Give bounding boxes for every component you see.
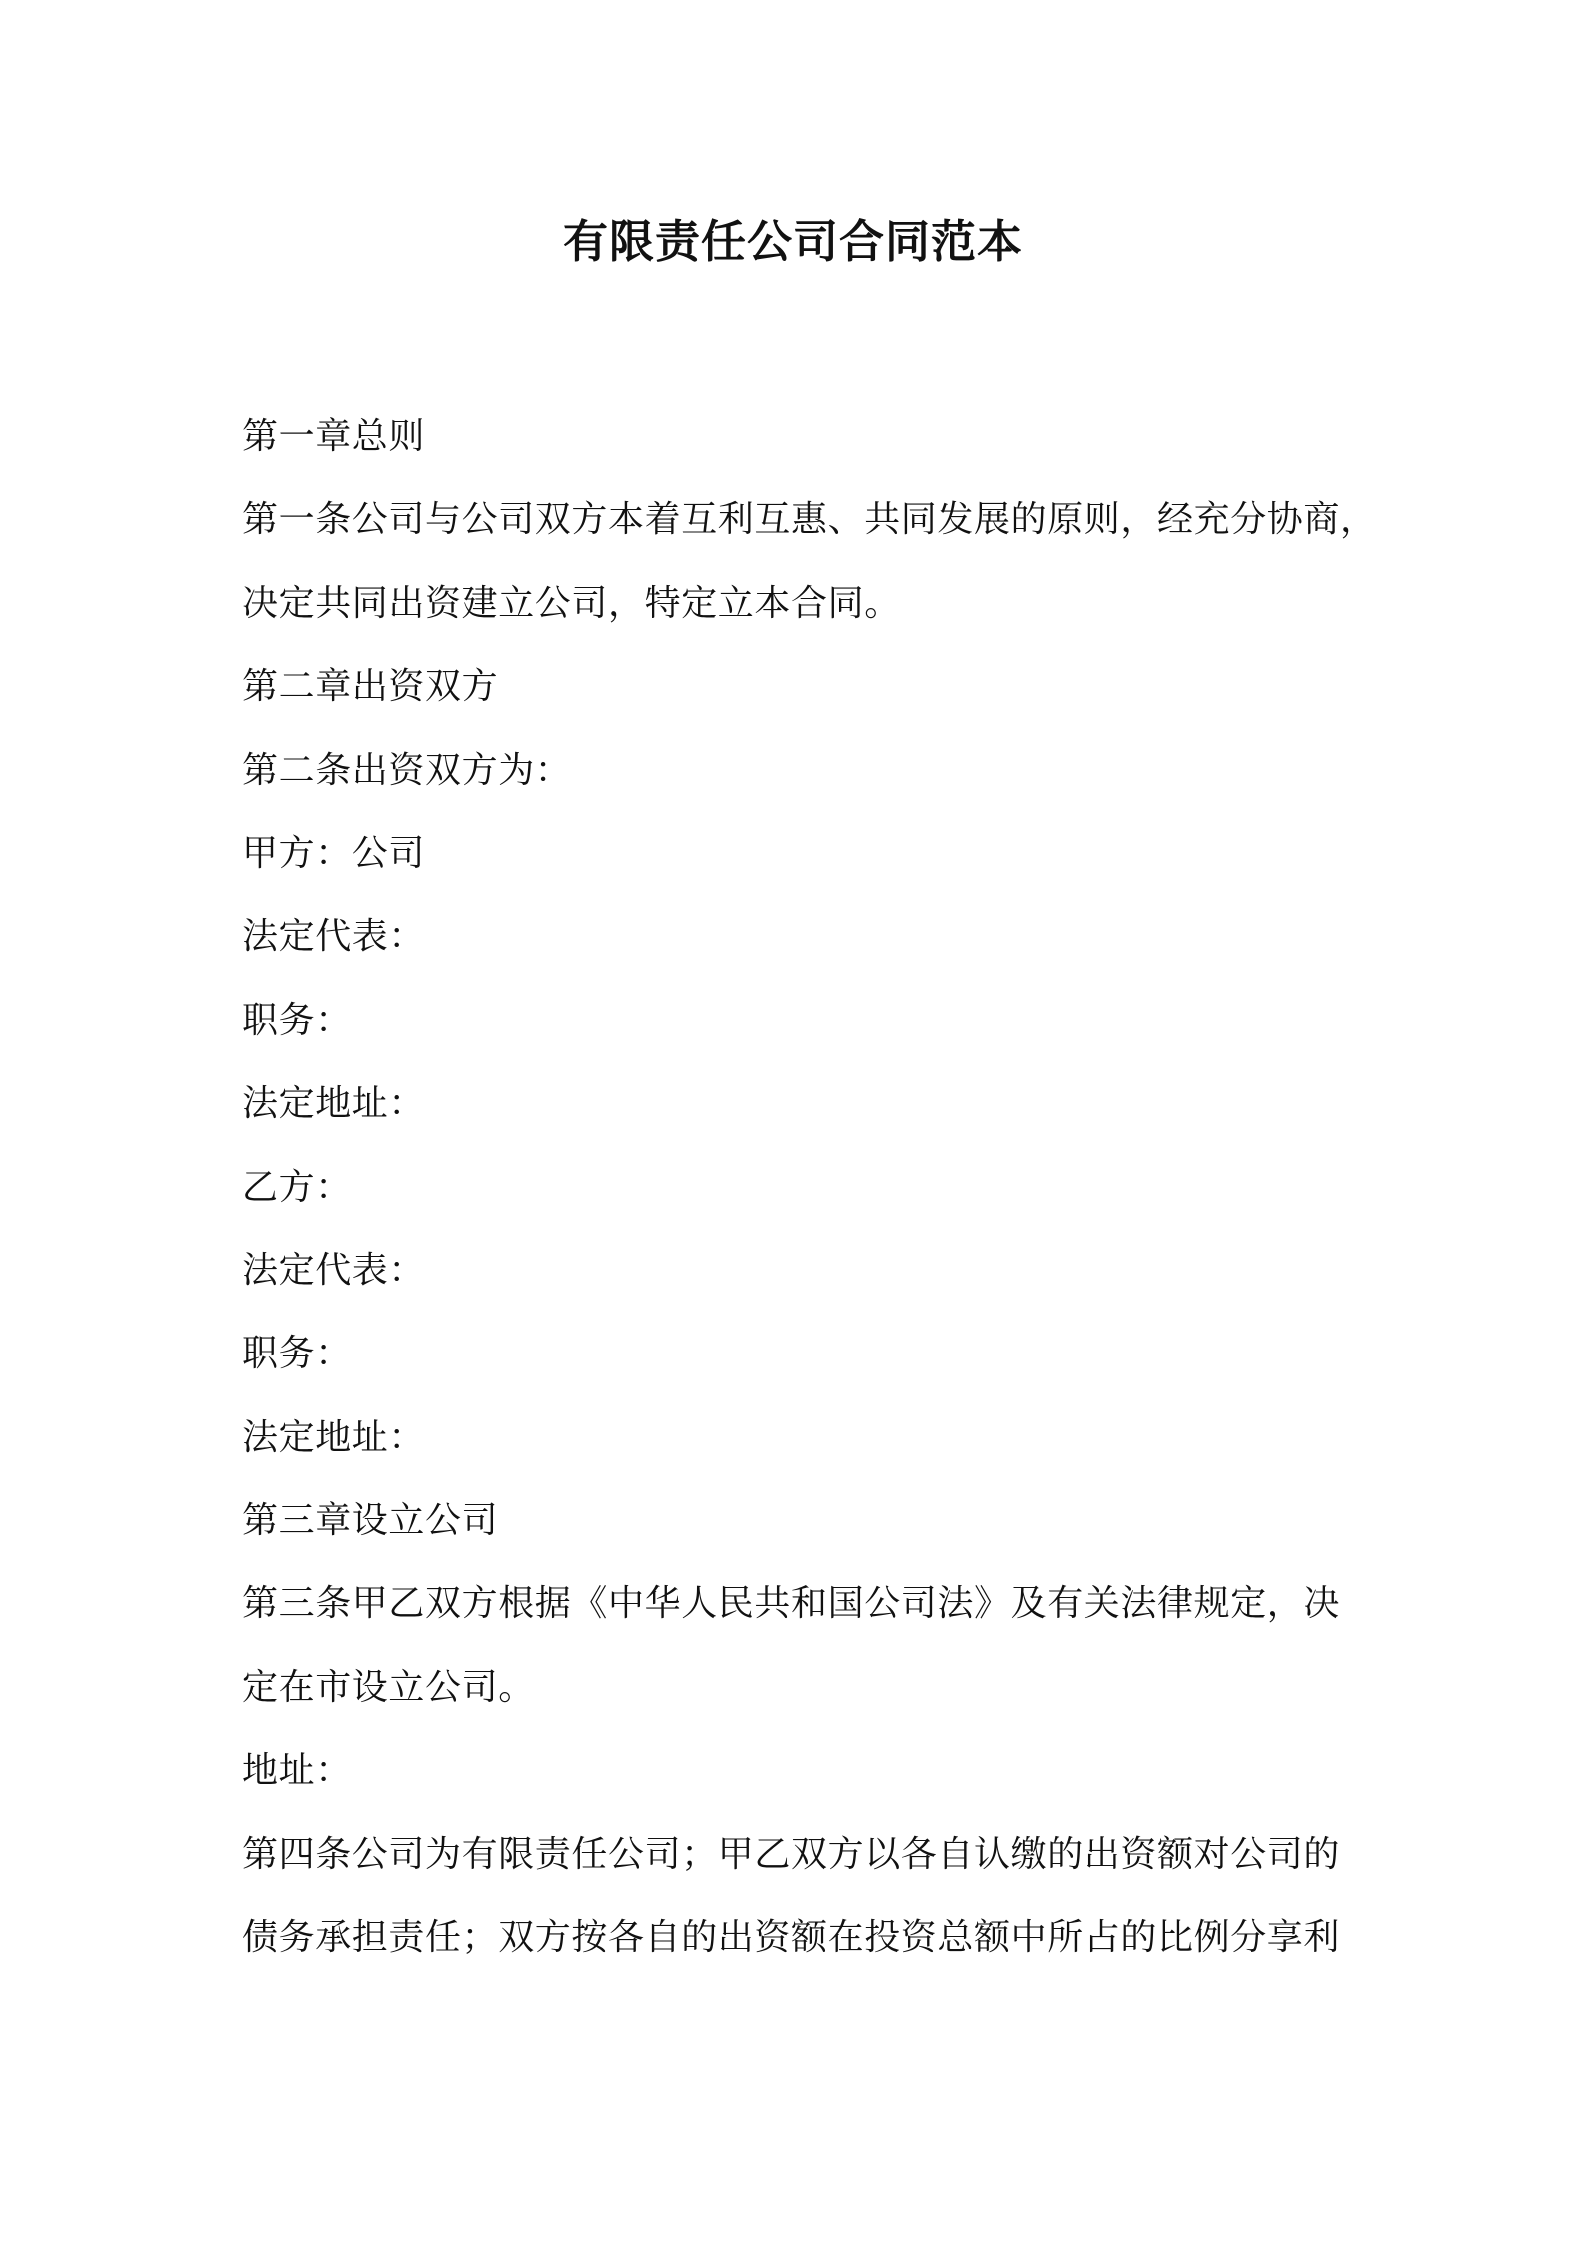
paragraph-line: 债务承担责任；双方按各自的出资额在投资总额中所占的比例分享利 — [242, 1917, 1341, 1959]
paragraph-line: 第二条出资双方为： — [242, 749, 572, 791]
field-line: 法定代表： — [242, 916, 426, 958]
field-line: 法定地址： — [242, 1416, 426, 1458]
field-line: 乙方： — [242, 1166, 352, 1208]
chapter-heading: 第二章出资双方 — [242, 666, 499, 708]
field-line: 甲方：公司 — [242, 832, 426, 874]
field-line: 职务： — [242, 999, 352, 1041]
document-title: 有限责任公司合同范本 — [562, 215, 1023, 268]
paragraph-line: 第三条甲乙双方根据《中华人民共和国公司法》及有关法律规定，决 — [242, 1583, 1341, 1625]
field-line: 地址： — [242, 1750, 352, 1792]
document-body — [242, 407, 1377, 1991]
paragraph-line: 决定共同出资建立公司，特定立本合同。 — [242, 582, 901, 624]
field-line: 法定代表： — [242, 1249, 426, 1291]
paragraph-line: 定在市设立公司。 — [242, 1666, 535, 1708]
paragraph-line: 第一条公司与公司双方本着互利互惠、共同发展的原则，经充分协商， — [242, 499, 1377, 541]
chapter-heading: 第三章设立公司 — [242, 1500, 499, 1542]
field-line: 法定地址： — [242, 1083, 426, 1125]
field-line: 职务： — [242, 1333, 352, 1375]
chapter-heading: 第一章总则 — [242, 416, 426, 457]
paragraph-line: 第四条公司为有限责任公司；甲乙双方以各自认缴的出资额对公司的 — [242, 1833, 1341, 1875]
